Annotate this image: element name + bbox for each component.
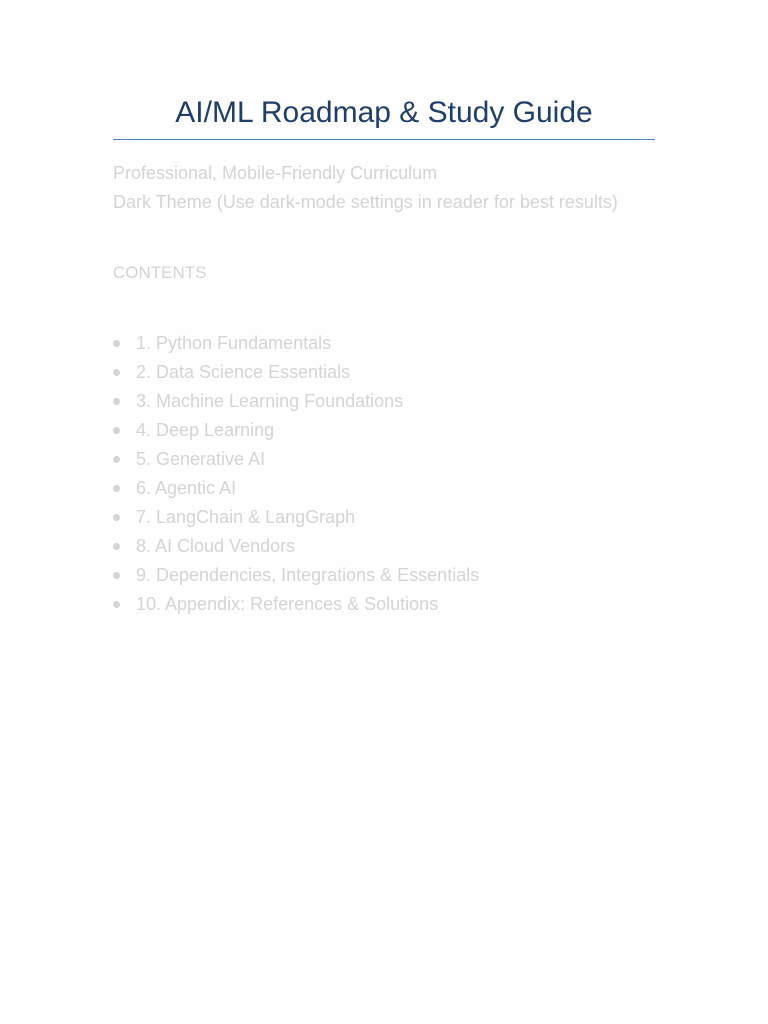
bullet-icon <box>113 427 120 434</box>
contents-item-label: 10. Appendix: References & Solutions <box>136 594 439 614</box>
bullet-icon <box>113 601 120 608</box>
contents-item <box>113 534 479 563</box>
bullet-icon <box>113 398 120 405</box>
contents-item <box>113 418 479 447</box>
contents-heading: CONTENTS <box>113 263 207 282</box>
contents-item <box>113 563 479 592</box>
bullet-icon <box>113 514 120 521</box>
contents-item-label: 1. Python Fundamentals <box>136 333 332 353</box>
contents-item-label: 6. Agentic AI <box>136 478 237 498</box>
bullet-icon <box>113 543 120 550</box>
contents-item <box>113 331 479 360</box>
bullet-icon <box>113 340 120 347</box>
title-underline <box>113 139 655 140</box>
contents-item-label: 8. AI Cloud Vendors <box>136 536 296 556</box>
document-title: AI/ML Roadmap & Study Guide <box>175 96 593 129</box>
contents-item-label: 5. Generative AI <box>136 449 266 469</box>
subtitle-line: Dark Theme (Use dark-mode settings in reader for best results) <box>113 192 618 212</box>
bullet-icon <box>113 485 120 492</box>
contents-item <box>113 505 479 534</box>
contents-item-label: 4. Deep Learning <box>136 420 275 440</box>
contents-item-label: 3. Machine Learning Foundations <box>136 391 404 411</box>
bullet-icon <box>113 572 120 579</box>
contents-item-label: 7. LangChain & LangGraph <box>136 507 356 527</box>
contents-item <box>113 389 479 418</box>
contents-item-label: 2. Data Science Essentials <box>136 362 351 382</box>
bullet-icon <box>113 456 120 463</box>
contents-item <box>113 447 479 476</box>
subtitle-line: Professional, Mobile-Friendly Curriculum <box>113 163 438 183</box>
contents-item <box>113 592 479 621</box>
contents-item <box>113 360 479 389</box>
contents-list <box>113 331 479 621</box>
contents-item <box>113 476 479 505</box>
bullet-icon <box>113 369 120 376</box>
contents-item-label: 9. Dependencies, Integrations & Essentials <box>136 565 480 585</box>
